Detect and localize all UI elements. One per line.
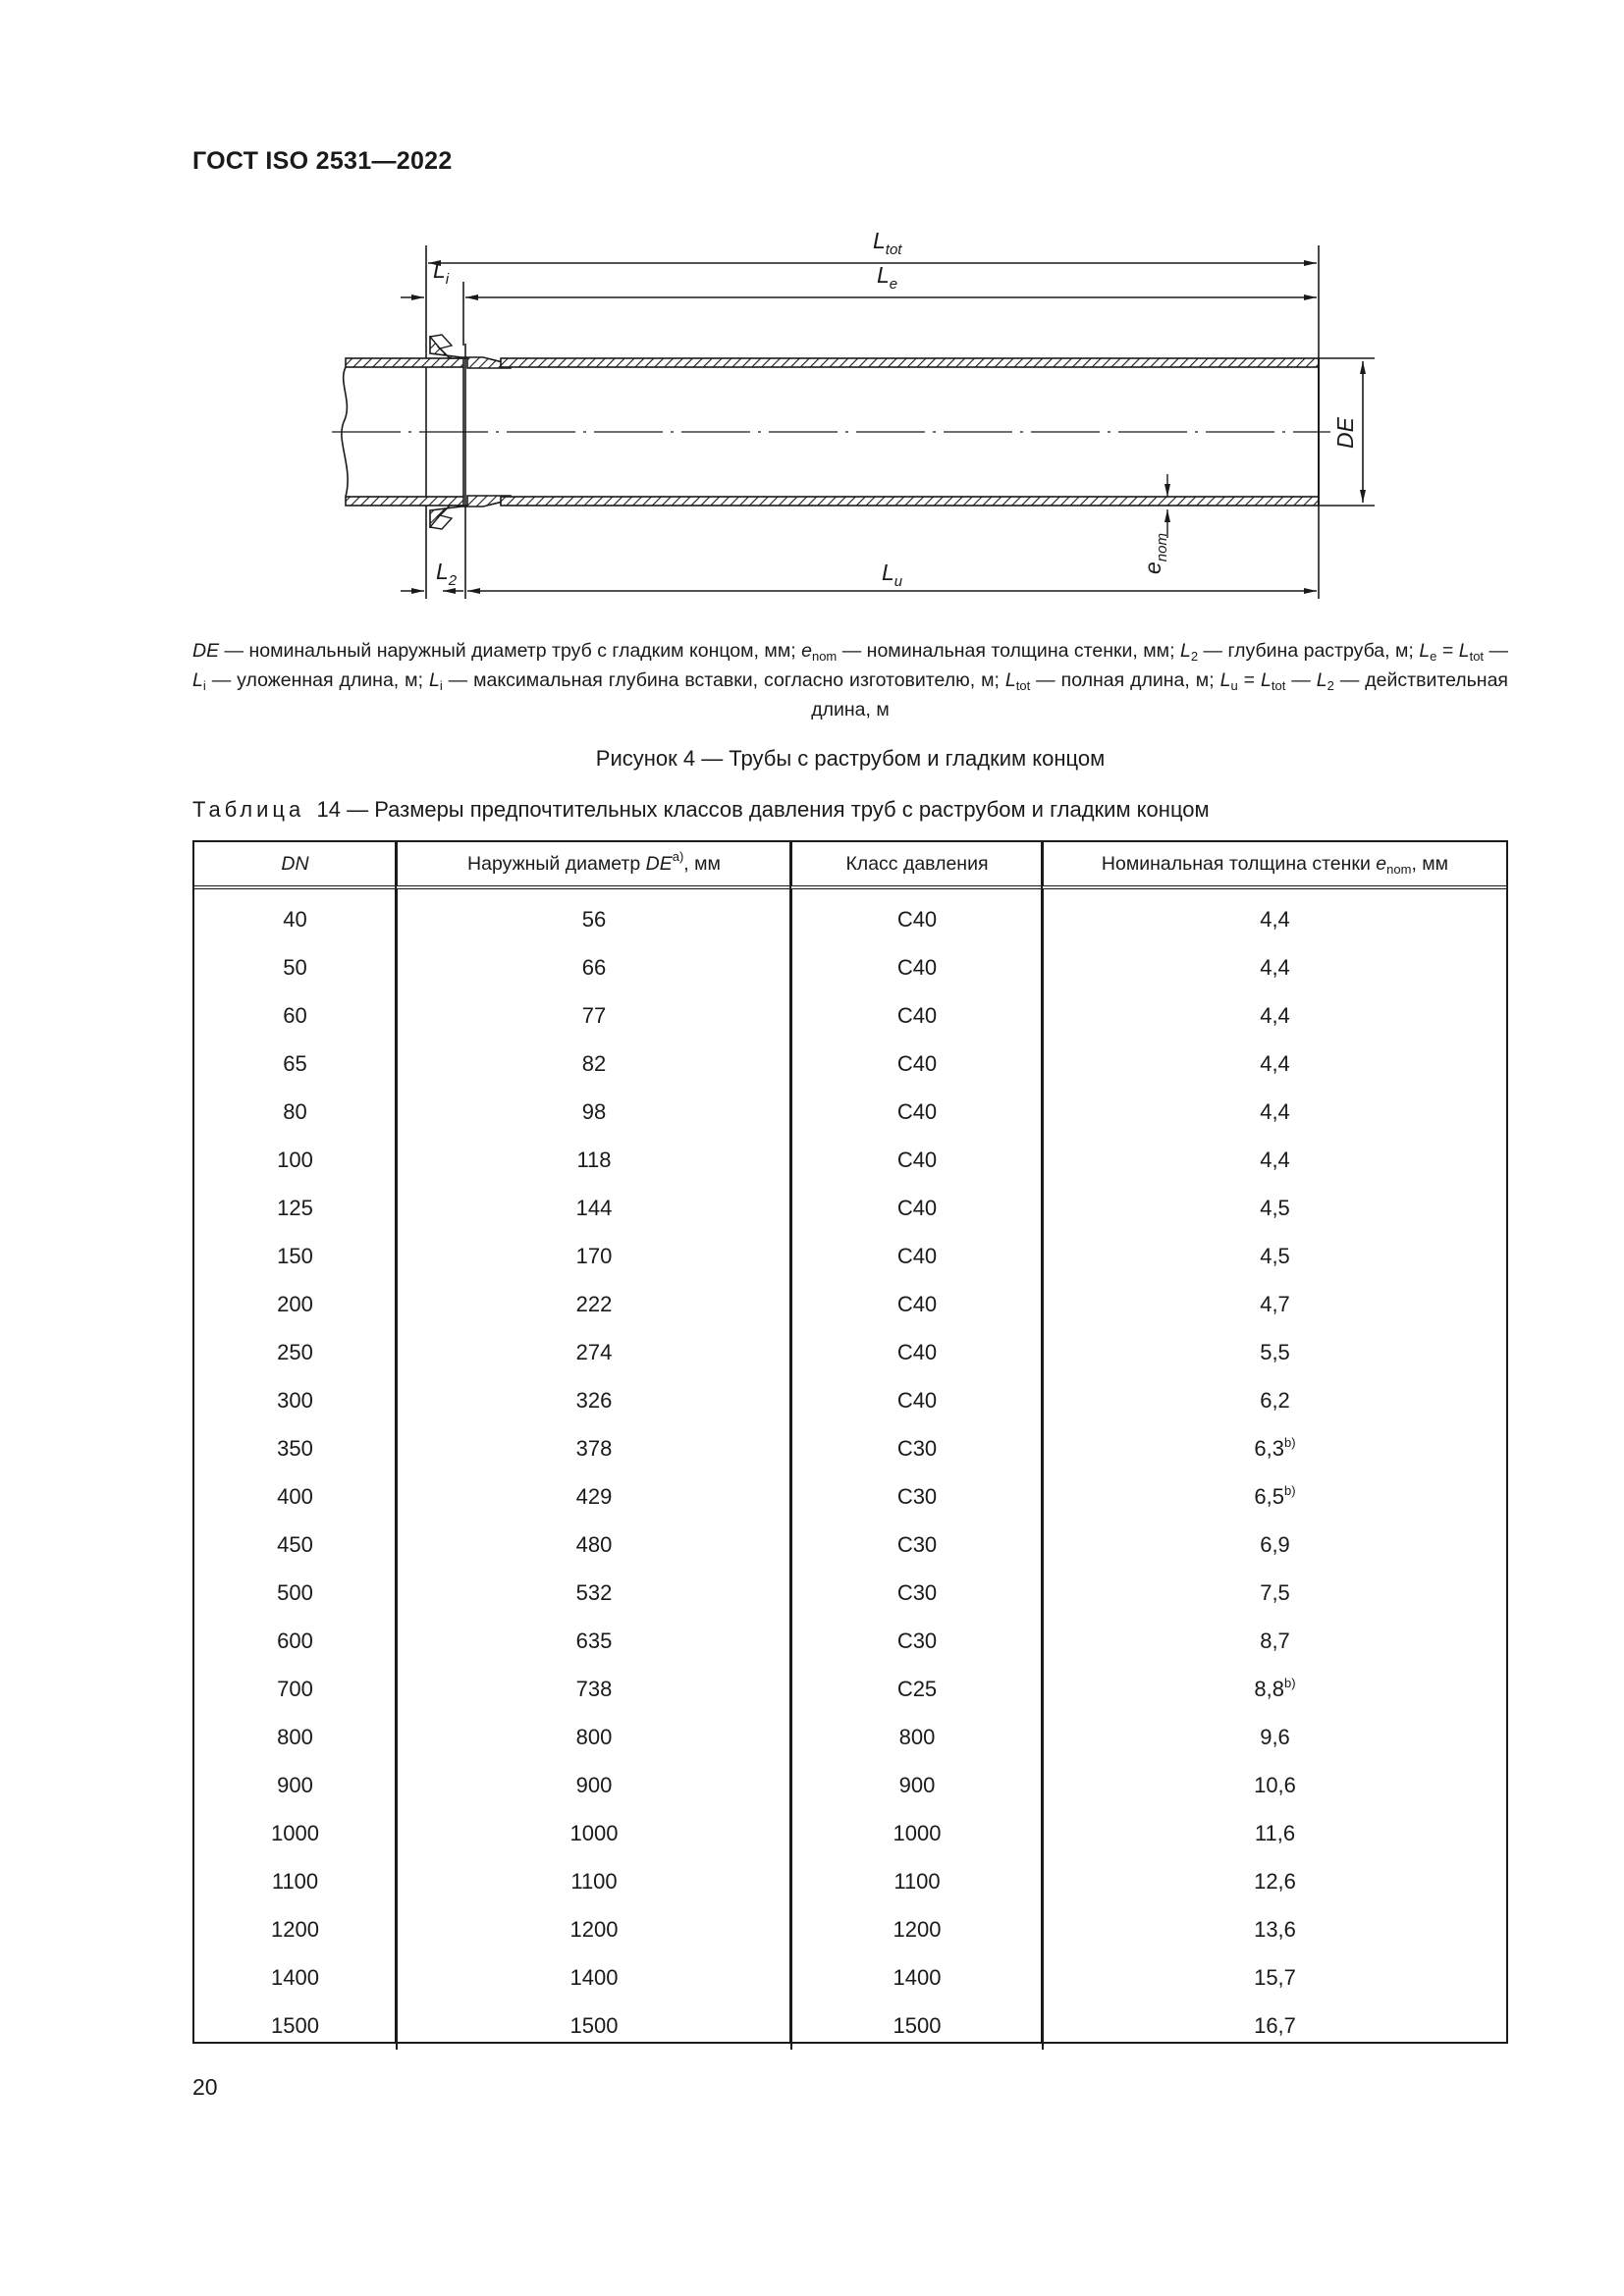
cell-dn: 65 bbox=[194, 1040, 397, 1088]
cell-pressure-class: C40 bbox=[791, 1040, 1043, 1088]
cell-dn: 60 bbox=[194, 991, 397, 1040]
cell-pressure-class: C40 bbox=[791, 991, 1043, 1040]
pipe-drawing-svg bbox=[314, 221, 1358, 614]
cell-dn: 350 bbox=[194, 1424, 397, 1472]
table-row bbox=[194, 1136, 1506, 1184]
cell-wall-thickness: 4,5 bbox=[1260, 1243, 1290, 1268]
cell-pressure-class: 1100 bbox=[791, 1857, 1043, 1905]
page-number: 20 bbox=[192, 2074, 218, 2100]
cell-dn: 800 bbox=[194, 1713, 397, 1761]
cell-pressure-class: C40 bbox=[791, 887, 1043, 943]
cell-pressure-class: 1200 bbox=[791, 1905, 1043, 1953]
li-label: $L_i$ bbox=[433, 257, 450, 288]
cell-dn: 1100 bbox=[194, 1857, 397, 1905]
table-row bbox=[194, 1184, 1506, 1232]
cell-wall-thickness: 4,4 bbox=[1260, 1002, 1290, 1028]
cell-wall-thickness: 4,4 bbox=[1260, 1098, 1290, 1124]
footnote-marker: b) bbox=[1284, 1434, 1296, 1450]
table-row bbox=[194, 1905, 1506, 1953]
cell-outer-diameter: 98 bbox=[397, 1088, 791, 1136]
cell-wall-thickness: 5,5 bbox=[1260, 1339, 1290, 1364]
cell-wall-thickness: 4,4 bbox=[1260, 906, 1290, 932]
table-row bbox=[194, 1617, 1506, 1665]
cell-pressure-class: 900 bbox=[791, 1761, 1043, 1809]
table-body bbox=[194, 887, 1506, 2050]
table-row bbox=[194, 1040, 1506, 1088]
cell-outer-diameter: 1000 bbox=[397, 1809, 791, 1857]
cell-outer-diameter: 1200 bbox=[397, 1905, 791, 1953]
de-label: DE bbox=[1332, 417, 1358, 449]
cell-outer-diameter: 800 bbox=[397, 1713, 791, 1761]
cell-pressure-class: C30 bbox=[791, 1521, 1043, 1569]
cell-outer-diameter: 326 bbox=[397, 1376, 791, 1424]
cell-dn: 700 bbox=[194, 1665, 397, 1713]
cell-wall-thickness: 7,5 bbox=[1260, 1579, 1290, 1605]
cell-wall-thickness: 6,5$^{b)}$ bbox=[1254, 1482, 1296, 1509]
cell-wall-thickness: 6,3$^{b)}$ bbox=[1254, 1434, 1296, 1461]
pressure-class-table bbox=[192, 840, 1508, 2044]
cell-wall-thickness: 10,6 bbox=[1254, 1772, 1296, 1797]
cell-wall-thickness: 8,8$^{b)}$ bbox=[1254, 1675, 1296, 1701]
cell-wall-thickness: 4,4 bbox=[1260, 1147, 1290, 1172]
table-row bbox=[194, 1521, 1506, 1569]
cell-dn: 600 bbox=[194, 1617, 397, 1665]
cell-outer-diameter: 274 bbox=[397, 1328, 791, 1376]
table-row bbox=[194, 1280, 1506, 1328]
ltot-label: $L_{tot}$ bbox=[873, 228, 902, 258]
cell-dn: 450 bbox=[194, 1521, 397, 1569]
cell-outer-diameter: 429 bbox=[397, 1472, 791, 1521]
cell-wall-thickness: 4,7 bbox=[1260, 1291, 1290, 1316]
table-row bbox=[194, 991, 1506, 1040]
figure-caption: Рисунок 4 — Трубы с раструбом и гладким концом bbox=[595, 746, 1106, 771]
cell-wall-thickness: 13,6 bbox=[1254, 1916, 1296, 1942]
cell-dn: 300 bbox=[194, 1376, 397, 1424]
cell-dn: 1000 bbox=[194, 1809, 397, 1857]
cell-pressure-class: C40 bbox=[791, 1088, 1043, 1136]
footnote-marker: b) bbox=[1284, 1675, 1296, 1690]
table-row bbox=[194, 1809, 1506, 1857]
cell-dn: 200 bbox=[194, 1280, 397, 1328]
cell-dn: 900 bbox=[194, 1761, 397, 1809]
cell-dn: 1500 bbox=[194, 2002, 397, 2050]
table-row bbox=[194, 1761, 1506, 1809]
table-label: Таблица bbox=[192, 797, 305, 822]
enom-label: $e_{nom}$ bbox=[1140, 533, 1170, 574]
document-header: ГОСТ ISO 2531—2022 bbox=[192, 147, 453, 175]
header-outer-diameter: Наружный диаметр DE$^{a)}$, мм bbox=[397, 842, 791, 887]
table-title bbox=[192, 797, 1508, 823]
table-row bbox=[194, 1424, 1506, 1472]
footnote-marker: b) bbox=[1284, 1482, 1296, 1498]
cell-pressure-class: 800 bbox=[791, 1713, 1043, 1761]
table-row bbox=[194, 1857, 1506, 1905]
cell-outer-diameter: 82 bbox=[397, 1040, 791, 1088]
cell-wall-thickness: 12,6 bbox=[1254, 1868, 1296, 1894]
cell-wall-thickness: 4,4 bbox=[1260, 954, 1290, 980]
cell-outer-diameter: 900 bbox=[397, 1761, 791, 1809]
cell-pressure-class: C40 bbox=[791, 1328, 1043, 1376]
cell-outer-diameter: 480 bbox=[397, 1521, 791, 1569]
cell-pressure-class: C40 bbox=[791, 1184, 1043, 1232]
table-row bbox=[194, 1472, 1506, 1521]
cell-pressure-class: C40 bbox=[791, 1136, 1043, 1184]
cell-outer-diameter: 118 bbox=[397, 1136, 791, 1184]
cell-outer-diameter: 170 bbox=[397, 1232, 791, 1280]
cell-wall-thickness: 4,5 bbox=[1260, 1195, 1290, 1220]
header-dn: DN bbox=[194, 842, 397, 887]
cell-pressure-class: C40 bbox=[791, 943, 1043, 991]
cell-outer-diameter: 77 bbox=[397, 991, 791, 1040]
l2-label: $L_2$ bbox=[436, 559, 458, 589]
cell-pressure-class: C40 bbox=[791, 1280, 1043, 1328]
table-row bbox=[194, 1953, 1506, 2002]
cell-dn: 40 bbox=[194, 887, 397, 943]
cell-pressure-class: 1000 bbox=[791, 1809, 1043, 1857]
cell-outer-diameter: 1100 bbox=[397, 1857, 791, 1905]
cell-dn: 100 bbox=[194, 1136, 397, 1184]
table-row bbox=[194, 2002, 1506, 2050]
cell-dn: 1400 bbox=[194, 1953, 397, 2002]
cell-outer-diameter: 56 bbox=[397, 887, 791, 943]
cell-wall-thickness: 6,2 bbox=[1260, 1387, 1290, 1413]
pipe-drawing bbox=[314, 221, 1358, 614]
cell-wall-thickness: 16,7 bbox=[1254, 2012, 1296, 2038]
column-divider bbox=[1041, 842, 1043, 2042]
figure-legend: DE — номинальный наружный диаметр труб с гладким концом, мм; $e_{nom}$ — номинальная толщина стенки, мм; $L_2$ — глубина раструба, м; $L_e = L_{tot}$ — $L_i$ — уложенная длина, м; $L_i$ — максимальная глубина вставки, согласно изготовителю, м; $L_{tot}$ — полная длина, м; $L_u = L_{tot}$ — $L_2$ — действительная длина, м bbox=[192, 640, 1509, 721]
cell-outer-diameter: 532 bbox=[397, 1569, 791, 1617]
cell-wall-thickness: 15,7 bbox=[1254, 1964, 1296, 1990]
cell-outer-diameter: 635 bbox=[397, 1617, 791, 1665]
cell-pressure-class: C30 bbox=[791, 1472, 1043, 1521]
cell-outer-diameter: 738 bbox=[397, 1665, 791, 1713]
table-row bbox=[194, 1328, 1506, 1376]
cell-pressure-class: 1400 bbox=[791, 1953, 1043, 2002]
table-row bbox=[194, 1569, 1506, 1617]
table-row bbox=[194, 1088, 1506, 1136]
cell-dn: 400 bbox=[194, 1472, 397, 1521]
table-row bbox=[194, 887, 1506, 943]
cell-outer-diameter: 144 bbox=[397, 1184, 791, 1232]
cell-wall-thickness: 11,6 bbox=[1254, 1820, 1296, 1845]
header-wall-thickness: Номинальная толщина стенки $e_{nom}$, мм bbox=[1043, 842, 1506, 887]
cell-pressure-class: C30 bbox=[791, 1424, 1043, 1472]
column-divider bbox=[395, 842, 397, 2042]
cell-dn: 500 bbox=[194, 1569, 397, 1617]
cell-pressure-class: C30 bbox=[791, 1617, 1043, 1665]
cell-pressure-class: C40 bbox=[791, 1232, 1043, 1280]
cell-pressure-class: 1500 bbox=[791, 2002, 1043, 2050]
table-row bbox=[194, 1713, 1506, 1761]
cell-dn: 250 bbox=[194, 1328, 397, 1376]
cell-pressure-class: C40 bbox=[791, 1376, 1043, 1424]
cell-dn: 150 bbox=[194, 1232, 397, 1280]
table-row bbox=[194, 1232, 1506, 1280]
cell-outer-diameter: 1400 bbox=[397, 1953, 791, 2002]
table-row bbox=[194, 943, 1506, 991]
lu-label: $L_u$ bbox=[882, 560, 903, 590]
table-title-text: 14 — Размеры предпочтительных классов давления труб с раструбом и гладким концом bbox=[316, 797, 1210, 822]
cell-dn: 50 bbox=[194, 943, 397, 991]
cell-pressure-class: C30 bbox=[791, 1569, 1043, 1617]
cell-outer-diameter: 378 bbox=[397, 1424, 791, 1472]
cell-dn: 1200 bbox=[194, 1905, 397, 1953]
cell-outer-diameter: 66 bbox=[397, 943, 791, 991]
cell-wall-thickness: 9,6 bbox=[1260, 1724, 1290, 1749]
table-header-row bbox=[194, 842, 1506, 887]
table-row bbox=[194, 1665, 1506, 1713]
cell-outer-diameter: 222 bbox=[397, 1280, 791, 1328]
column-divider bbox=[789, 842, 791, 2042]
cell-wall-thickness: 6,9 bbox=[1260, 1531, 1290, 1557]
header-pressure-class: Класс давления bbox=[791, 842, 1043, 887]
cell-wall-thickness: 4,4 bbox=[1260, 1050, 1290, 1076]
cell-pressure-class: C25 bbox=[791, 1665, 1043, 1713]
cell-dn: 125 bbox=[194, 1184, 397, 1232]
cell-dn: 80 bbox=[194, 1088, 397, 1136]
cell-outer-diameter: 1500 bbox=[397, 2002, 791, 2050]
le-label: $L_e$ bbox=[877, 262, 898, 293]
cell-wall-thickness: 8,7 bbox=[1260, 1628, 1290, 1653]
table-row bbox=[194, 1376, 1506, 1424]
